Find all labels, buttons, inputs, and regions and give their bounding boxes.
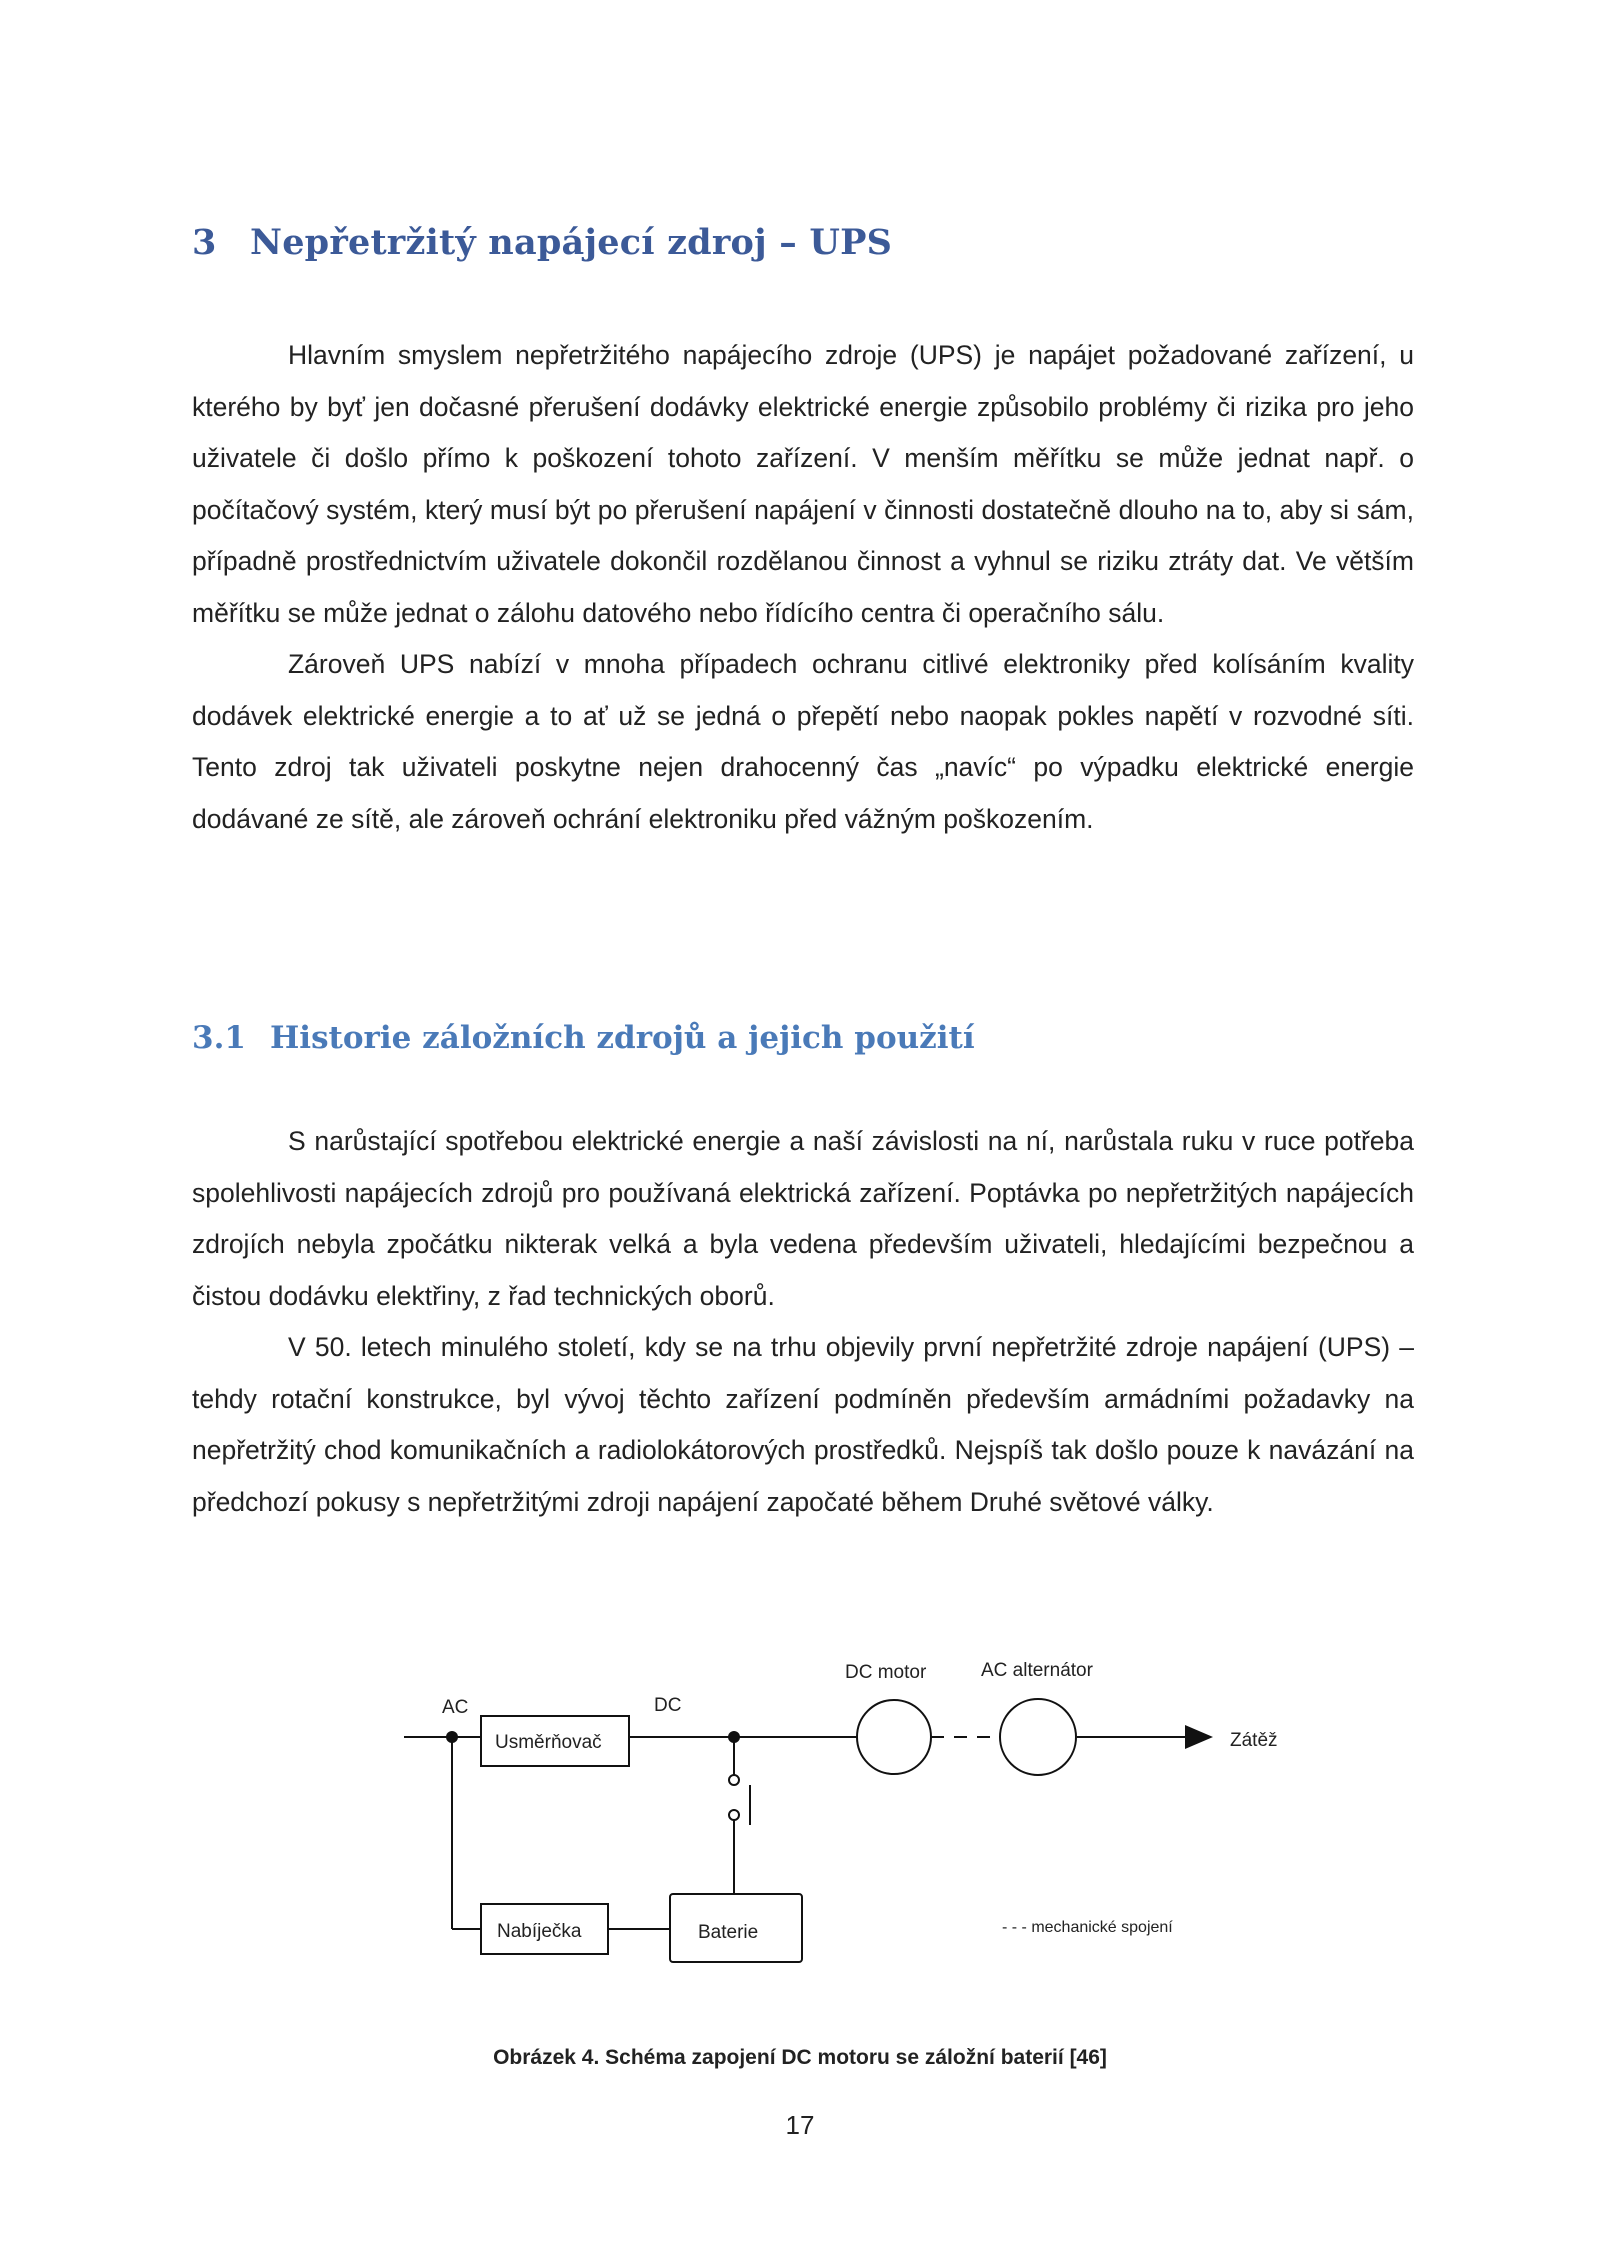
switch-contact-top — [729, 1775, 739, 1785]
circuit-diagram — [380, 1640, 1340, 1990]
chapter-paragraph-2: Zároveň UPS nabízí v mnoha případech ochranu citlivé elektroniky před kolísáním kvality dodávek elektrické energie a to ať už se jedná o přepětí nebo naopak pokles napětí v rozvodné síti. Tento zdroj tak uživateli poskytne nejen drahocenný čas „navíc“ po výpadku elektrické energie dodávané ze sítě, ale zároveň ochrání elektroniku před vážným poškozením. — [192, 649, 1414, 834]
chapter-heading — [192, 222, 892, 263]
section-paragraph-2: V 50. letech minulého století, kdy se na trhu objevily první nepřetržité zdroje napájení (UPS) – tehdy rotační konstrukce, byl vývoj těchto zařízení podmíněn především armádními požadavky na nepřetržitý chod komunikačních a radiolokátorových prostředků. Nejspíš tak došlo pouze k navázání na předchozí pokusy s nepřetržitými zdroji napájení započaté během Druhé světové války. — [192, 1332, 1414, 1517]
switch-contact-bottom — [729, 1810, 739, 1820]
section-heading — [192, 1020, 975, 1056]
label-charger: Nabíječka — [497, 1921, 582, 1942]
figure-caption: Obrázek 4. Schéma zapojení DC motoru se záložní baterií [46] — [493, 2046, 1107, 2069]
label-ac: AC — [442, 1697, 469, 1718]
chapter-body — [192, 330, 1414, 845]
label-ac-alternator: AC alternátor — [981, 1660, 1093, 1681]
dc-junction-dot — [728, 1731, 740, 1743]
chapter-title: Nepřetržitý napájecí zdroj – UPS — [250, 222, 893, 263]
label-load: Zátěž — [1230, 1730, 1278, 1751]
label-dc: DC — [654, 1695, 682, 1716]
chapter-paragraph-1: Hlavním smyslem nepřetržitého napájecího zdroje (UPS) je napájet požadované zařízení, u kterého by byť jen dočasné přerušení dodávky elektrické energie způsobilo problémy či rizika pro jeho uživatele či došlo přímo k poškození tohoto zařízení. V menším měřítku se může jednat např. o počítačový systém, který musí být po přerušení napájení v činnosti dostatečně dlouho na to, aby si sám, případně prostřednictvím uživatele dokončil rozdělanou činnost a vyhnul se riziku ztráty dat. Ve větším měřítku se může jednat o zálohu datového nebo řídícího centra či operačního sálu. — [192, 340, 1414, 628]
section-paragraph-1: S narůstající spotřebou elektrické energie a naší závislosti na ní, narůstala ruku v ruce potřeba spolehlivosti napájecích zdrojů pro používaná elektrická zařízení. Poptávka po nepřetržitých napájecích zdrojích nebyla zpočátku nikterak velká a byla vedena především uživateli, hledajícími bezpečnou a čistou dodávku elektřiny, z řad technických oborů. — [192, 1126, 1414, 1311]
section-body — [192, 1116, 1414, 1528]
label-battery: Baterie — [698, 1922, 759, 1943]
ac-junction-dot — [446, 1731, 458, 1743]
dc-motor-circle — [857, 1700, 931, 1774]
ac-alternator-circle — [1000, 1699, 1076, 1775]
page-number: 17 — [785, 2110, 815, 2140]
load-arrow — [1185, 1725, 1213, 1749]
label-mechanical-link-legend: - - - mechanické spojení — [1002, 1919, 1173, 1936]
chapter-number: 3 — [192, 222, 217, 263]
circuit-diagram-figure — [380, 1640, 1340, 1990]
section-number: 3.1 — [192, 1020, 246, 1056]
section-title: Historie záložních zdrojů a jejich použití — [270, 1020, 975, 1056]
label-rectifier: Usměrňovač — [495, 1732, 602, 1753]
label-dc-motor: DC motor — [845, 1662, 927, 1683]
